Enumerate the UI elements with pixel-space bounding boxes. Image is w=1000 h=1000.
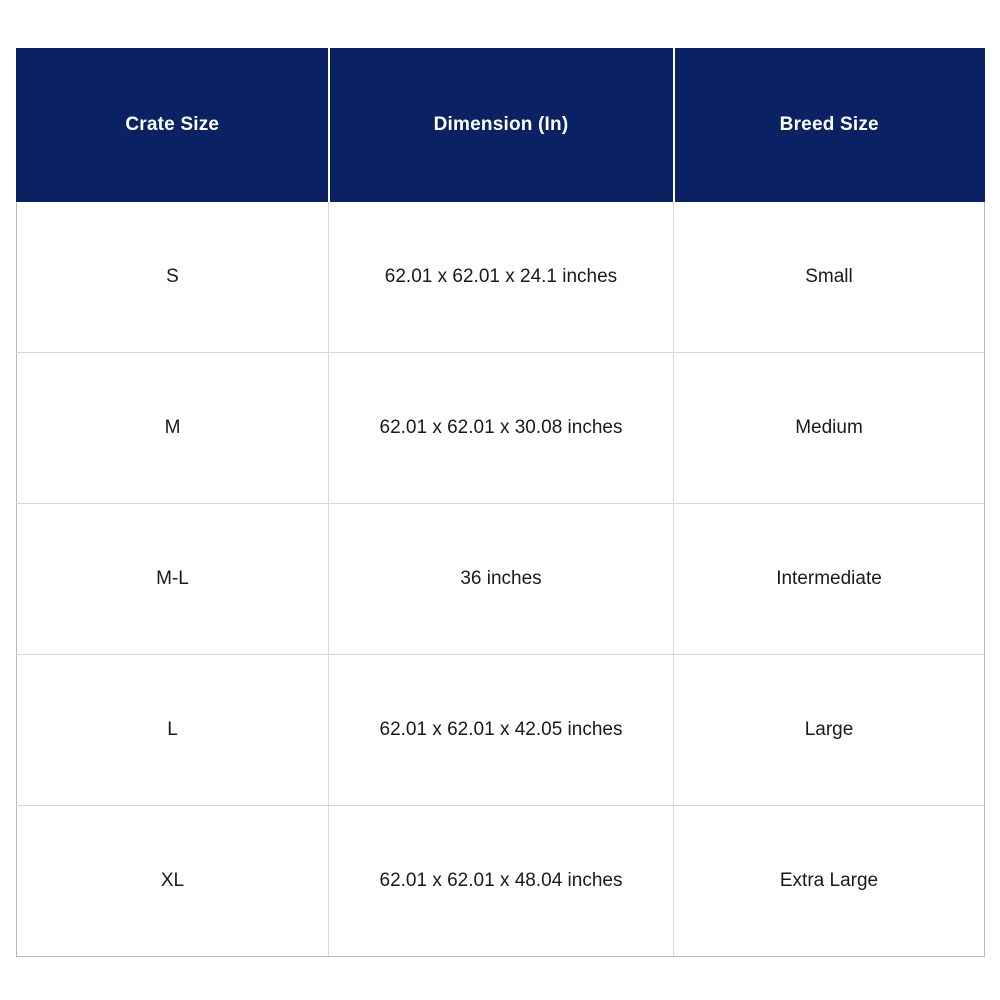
table-header-row [17,49,985,202]
cell-breed-size: Small [674,202,985,353]
cell-dimension: 62.01 x 62.01 x 42.05 inches [329,655,674,806]
column-header-breed-size: Breed Size [674,49,985,202]
cell-dimension: 62.01 x 62.01 x 24.1 inches [329,202,674,353]
cell-crate-size: L [17,655,329,806]
table-row [17,202,985,353]
cell-crate-size: S [17,202,329,353]
cell-breed-size: Extra Large [674,806,985,957]
table-row [17,806,985,957]
cell-crate-size: M [17,353,329,504]
crate-size-table-wrapper [16,48,984,957]
table-header [17,49,985,202]
table-body [17,202,985,957]
cell-breed-size: Intermediate [674,504,985,655]
cell-dimension: 36 inches [329,504,674,655]
cell-breed-size: Medium [674,353,985,504]
cell-crate-size: XL [17,806,329,957]
crate-size-table [16,48,985,957]
table-row [17,353,985,504]
table-row [17,655,985,806]
cell-dimension: 62.01 x 62.01 x 48.04 inches [329,806,674,957]
cell-dimension: 62.01 x 62.01 x 30.08 inches [329,353,674,504]
table-row [17,504,985,655]
column-header-dimension: Dimension (In) [329,49,674,202]
cell-crate-size: M-L [17,504,329,655]
column-header-crate-size: Crate Size [17,49,329,202]
cell-breed-size: Large [674,655,985,806]
